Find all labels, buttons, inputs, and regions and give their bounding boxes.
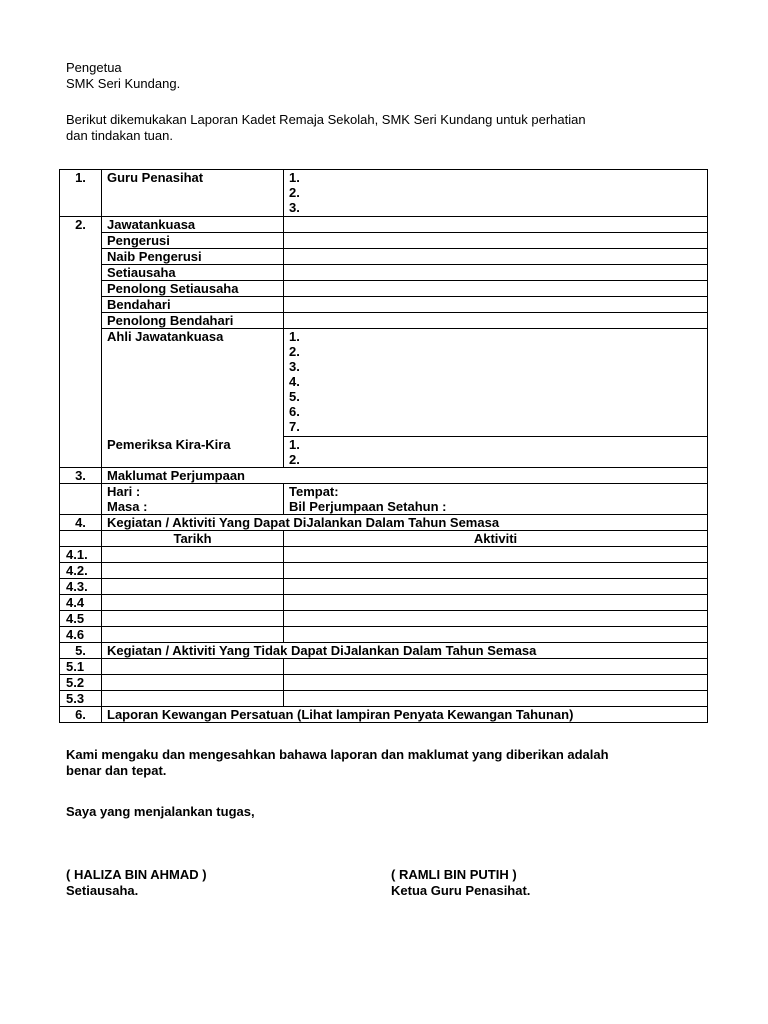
committee-members-list (284, 329, 708, 437)
secretary-name: ( HALIZA BIN AHMAD ) (66, 867, 207, 882)
committee-members-row (60, 329, 708, 437)
secretary-title: Setiausaha. (66, 883, 139, 898)
activity-row-number: 4.6 (60, 627, 102, 643)
meeting-place-count-cell[interactable] (284, 484, 708, 515)
role-row (60, 297, 708, 313)
committee-member-item: 3. (289, 359, 300, 374)
activity-date-input[interactable] (102, 611, 284, 627)
unrun-activity-row (60, 659, 708, 675)
section-4-row (60, 515, 708, 531)
intro-line-2: dan tindakan tuan. (66, 128, 173, 143)
section-6-label: Laporan Kewangan Persatuan (Lihat lampiran Penyata Kewangan Tahunan) (102, 707, 708, 723)
role-row (60, 249, 708, 265)
auditor-item: 2. (289, 452, 300, 467)
activity-row-number: 4.2. (60, 563, 102, 579)
unrun-activity-row-number: 5.3 (60, 691, 102, 707)
section-3-label: Maklumat Perjumpaan (102, 468, 708, 484)
auditor-label: Pemeriksa Kira-Kira (102, 437, 284, 468)
activity-row (60, 627, 708, 643)
unrun-activity-description-input[interactable] (284, 691, 708, 707)
activity-date-input[interactable] (102, 595, 284, 611)
role-row (60, 281, 708, 297)
section-5-row (60, 643, 708, 659)
activity-row-number: 4.1. (60, 547, 102, 563)
advisor-item: 2. (289, 185, 300, 200)
chief-advisor-title: Ketua Guru Penasihat. (391, 883, 531, 898)
section-2-number: 2. (60, 217, 102, 468)
activity-header-row (60, 531, 708, 547)
committee-member-item: 1. (289, 329, 300, 344)
auditor-list (284, 437, 708, 468)
unrun-activity-date-input[interactable] (102, 659, 284, 675)
section-4-label: Kegiatan / Aktiviti Yang Dapat DiJalankan Dalam Tahun Semasa (102, 515, 708, 531)
meeting-day-label: Hari : (107, 484, 141, 499)
auditor-row (60, 437, 708, 468)
unrun-activity-row-number: 5.1 (60, 659, 102, 675)
declaration-line-2: benar dan tepat. (66, 763, 167, 778)
meeting-count-label: Bil Perjumpaan Setahun : (289, 499, 447, 514)
closing-text: Saya yang menjalankan tugas, (66, 804, 255, 819)
meeting-info-row (60, 484, 708, 515)
activity-date-input[interactable] (102, 547, 284, 563)
chief-advisor-name: ( RAMLI BIN PUTIH ) (391, 867, 517, 882)
committee-member-item: 6. (289, 404, 300, 419)
role-label: Penolong Bendahari (102, 313, 284, 329)
report-table (59, 169, 708, 723)
section-2-label: Jawatankuasa (102, 217, 284, 233)
activity-row (60, 547, 708, 563)
activity-description-input[interactable] (284, 627, 708, 643)
section-5-number: 5. (60, 643, 102, 659)
role-input[interactable] (284, 233, 708, 249)
role-input[interactable] (284, 297, 708, 313)
role-input[interactable] (284, 313, 708, 329)
activity-description-input[interactable] (284, 595, 708, 611)
unrun-activity-row (60, 691, 708, 707)
activity-row-number: 4.4 (60, 595, 102, 611)
unrun-activity-row-number: 5.2 (60, 675, 102, 691)
recipient-title: Pengetua (66, 60, 122, 75)
section-3-row (60, 468, 708, 484)
section-1-row (60, 170, 708, 217)
activity-date-input[interactable] (102, 579, 284, 595)
committee-member-item: 4. (289, 374, 300, 389)
role-input[interactable] (284, 281, 708, 297)
section-1-label: Guru Penasihat (102, 170, 284, 217)
date-column-header: Tarikh (102, 531, 284, 547)
school-name: SMK Seri Kundang. (66, 76, 181, 91)
empty-cell (60, 484, 102, 515)
declaration-line-1: Kami mengaku dan mengesahkan bahawa laporan dan maklumat yang diberikan adalah (66, 747, 609, 762)
activity-row (60, 563, 708, 579)
unrun-activity-description-input[interactable] (284, 675, 708, 691)
section-5-label: Kegiatan / Aktiviti Yang Tidak Dapat DiJalankan Dalam Tahun Semasa (102, 643, 708, 659)
advisor-item: 1. (289, 170, 300, 185)
section-4-number: 4. (60, 515, 102, 531)
meeting-place-label: Tempat: (289, 484, 339, 499)
section-6-row (60, 707, 708, 723)
activity-date-input[interactable] (102, 563, 284, 579)
intro-line-1: Berikut dikemukakan Laporan Kadet Remaja Sekolah, SMK Seri Kundang untuk perhatian (66, 112, 586, 127)
activity-description-input[interactable] (284, 547, 708, 563)
role-label: Penolong Setiausaha (102, 281, 284, 297)
advisor-list (284, 170, 708, 217)
committee-member-item: 7. (289, 419, 300, 434)
meeting-day-time-cell[interactable] (102, 484, 284, 515)
unrun-activity-date-input[interactable] (102, 675, 284, 691)
auditor-item: 1. (289, 437, 300, 452)
activity-row-number: 4.5 (60, 611, 102, 627)
committee-member-item: 5. (289, 389, 300, 404)
unrun-activity-date-input[interactable] (102, 691, 284, 707)
role-label: Pengerusi (102, 233, 284, 249)
role-input[interactable] (284, 265, 708, 281)
empty-cell (60, 531, 102, 547)
activity-column-header: Aktiviti (284, 531, 708, 547)
unrun-activity-description-input[interactable] (284, 659, 708, 675)
activity-description-input[interactable] (284, 611, 708, 627)
role-label: Naib Pengerusi (102, 249, 284, 265)
role-row (60, 265, 708, 281)
role-row (60, 313, 708, 329)
activity-row (60, 595, 708, 611)
committee-members-label: Ahli Jawatankuasa (102, 329, 284, 437)
section-6-number: 6. (60, 707, 102, 723)
section-3-number: 3. (60, 468, 102, 484)
section-2-row (60, 217, 708, 233)
meeting-time-label: Masa : (107, 499, 148, 514)
activity-description-input[interactable] (284, 579, 708, 595)
input-cell[interactable] (284, 217, 708, 233)
activity-row (60, 579, 708, 595)
role-input[interactable] (284, 249, 708, 265)
activity-row-number: 4.3. (60, 579, 102, 595)
activity-description-input[interactable] (284, 563, 708, 579)
committee-member-item: 2. (289, 344, 300, 359)
role-row (60, 233, 708, 249)
section-1-number: 1. (60, 170, 102, 217)
role-label: Bendahari (102, 297, 284, 313)
advisor-item: 3. (289, 200, 300, 215)
activity-date-input[interactable] (102, 627, 284, 643)
unrun-activity-row (60, 675, 708, 691)
activity-row (60, 611, 708, 627)
role-label: Setiausaha (102, 265, 284, 281)
